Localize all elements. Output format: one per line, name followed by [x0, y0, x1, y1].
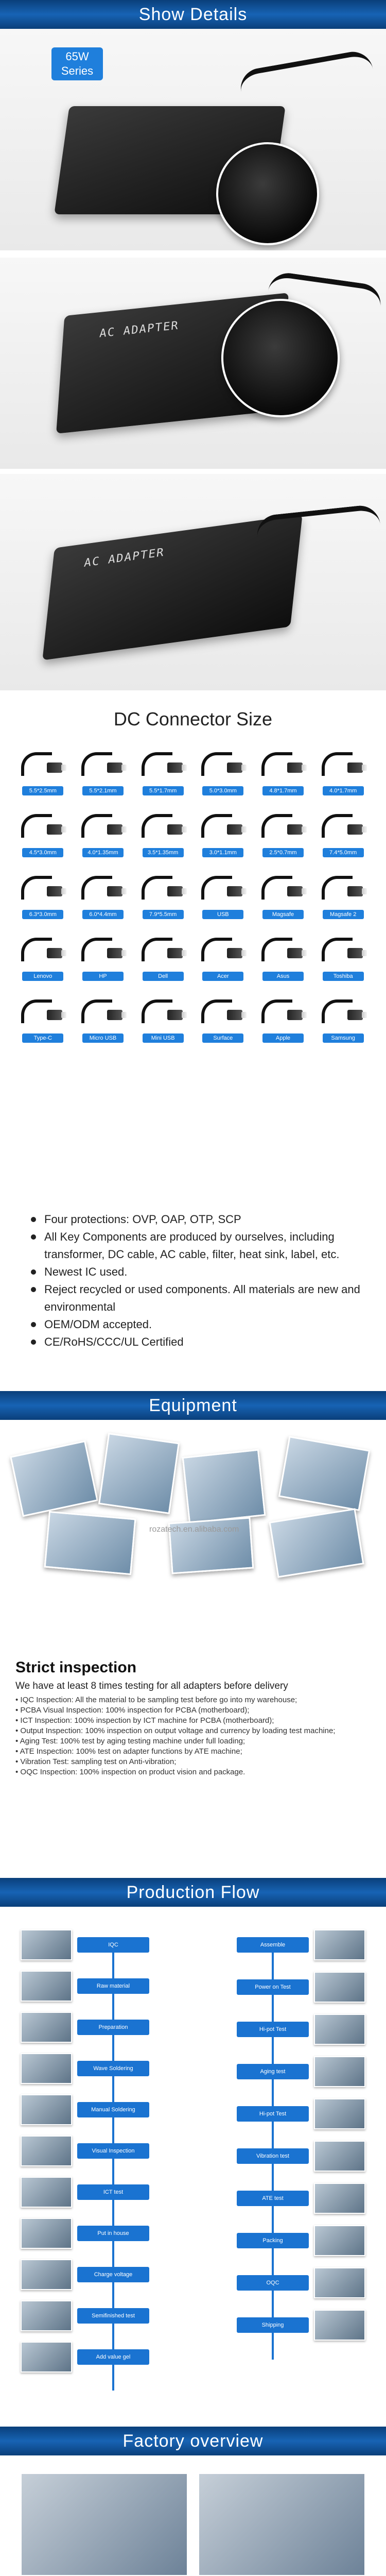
inspection-list — [15, 1695, 376, 1777]
flow-step: Put in house — [77, 2226, 149, 2241]
inspection-item: • Vibration Test: sampling test on Anti-vibration; — [15, 1757, 177, 1766]
inspection-item: • PCBA Visual Inspection: 100% inspection for PCBA (motherboard); — [15, 1706, 250, 1715]
flow-step: ICT test — [77, 2184, 149, 2200]
dc-plug-icon — [318, 809, 369, 846]
connector-item — [315, 747, 371, 795]
inspection-item: • ATE Inspection: 100% test on adapter functions by ATE machine; — [15, 1747, 242, 1756]
flow-photo — [314, 2098, 365, 2129]
connector-size-label: 7.9*5.5mm — [143, 910, 184, 919]
connector-item — [76, 747, 131, 795]
equipment-photo — [98, 1433, 180, 1514]
adapter-label: AC ADAPTER — [83, 546, 165, 570]
adapter-cable — [255, 504, 383, 563]
flow-step: ATE test — [237, 2191, 309, 2206]
feature-item: All Key Components are produced by ourselves, including transformer, DC cable, AC cable, filter, heat sink, label, etc. — [31, 1228, 360, 1263]
flow-photo — [314, 2267, 365, 2298]
factory-photo — [21, 2473, 188, 2576]
equipment-photo — [44, 1511, 136, 1575]
connector-size-label: 4.0*1.7mm — [323, 786, 364, 795]
dc-plug-icon — [17, 809, 68, 846]
section-title: Factory overview — [122, 2431, 264, 2451]
dc-plug-icon — [137, 871, 189, 908]
flow-step: Shipping — [237, 2317, 309, 2333]
equipment-collage — [15, 1437, 371, 1571]
flow-photo — [21, 2177, 72, 2208]
connector-item — [15, 871, 71, 919]
dc-plug-icon — [257, 871, 309, 908]
flow-step: Hi-pot Test — [237, 2022, 309, 2037]
feature-item: OEM/ODM accepted. — [31, 1316, 360, 1333]
connector-item — [15, 933, 71, 981]
feature-list — [31, 1211, 360, 1351]
flow-photo — [314, 2014, 365, 2045]
connector-size-label: Lenovo — [22, 972, 63, 981]
connector-size-label: Samsung — [323, 1033, 364, 1043]
flow-photo — [21, 2094, 72, 2125]
flow-photo — [21, 1929, 72, 1960]
connector-item — [135, 933, 190, 981]
inspection-item: • IQC Inspection: All the material to be sampling test before go into my warehouse; — [15, 1696, 297, 1704]
flow-step: Vibration test — [237, 2148, 309, 2164]
section-banner-show-details — [0, 0, 386, 29]
dc-plug-icon — [257, 994, 309, 1031]
connector-item — [196, 871, 251, 919]
connector-size-label: 5.5*2.5mm — [22, 786, 63, 795]
connector-item — [135, 747, 190, 795]
flow-photo — [21, 2136, 72, 2166]
dc-plug-icon — [17, 933, 68, 970]
connector-item — [315, 933, 371, 981]
factory-photo-grid — [21, 2473, 365, 2576]
flow-photo — [314, 1972, 365, 2003]
flow-step: Assemble — [237, 1937, 309, 1953]
connector-item — [76, 933, 131, 981]
section-title: Show Details — [138, 4, 248, 24]
section-title: Equipment — [149, 1395, 237, 1415]
section-banner-production-flow — [0, 1878, 386, 1907]
flow-photo — [314, 2183, 365, 2214]
flow-photo — [21, 2259, 72, 2290]
connector-zoom — [216, 142, 319, 245]
connector-item — [15, 747, 71, 795]
flow-photo — [21, 1971, 72, 2002]
connector-size-label: Surface — [202, 1033, 243, 1043]
flow-photo — [21, 2300, 72, 2331]
strict-inspection-title: Strict inspection — [15, 1659, 137, 1676]
connector-grid — [15, 747, 371, 1043]
flow-step: Charge voltage — [77, 2267, 149, 2282]
dc-plug-icon — [197, 747, 249, 784]
flow-photo — [21, 2012, 72, 2043]
connector-item — [15, 809, 71, 857]
connector-item — [76, 809, 131, 857]
connector-item — [315, 994, 371, 1043]
dc-plug-icon — [318, 994, 369, 1031]
connector-item — [256, 747, 311, 795]
feature-item: Four protections: OVP, OAP, OTP, SCP — [31, 1211, 360, 1228]
connector-item — [256, 994, 311, 1043]
flow-step: Power on Test — [237, 1979, 309, 1995]
connector-item — [196, 933, 251, 981]
flow-step: Aging test — [237, 2064, 309, 2079]
inspection-item: • OQC Inspection: 100% inspection on product vision and package. — [15, 1768, 245, 1776]
production-flow-chart — [21, 1932, 365, 2396]
inspection-item: • ICT Inspection: 100% inspection by ICT machine for PCBA (motherboard); — [15, 1716, 274, 1725]
adapter-cable — [238, 48, 380, 132]
flow-step: OQC — [237, 2275, 309, 2291]
connector-item — [76, 871, 131, 919]
flow-step: Raw material — [77, 1978, 149, 1994]
connector-item — [315, 871, 371, 919]
flow-step: Preparation — [77, 2020, 149, 2035]
product-photo-2 — [0, 258, 386, 469]
connector-size-label: 5.5*2.1mm — [82, 786, 124, 795]
flow-photo — [314, 2141, 365, 2172]
connector-size-label: 4.8*1.7mm — [262, 786, 304, 795]
flow-step: Manual Soldering — [77, 2102, 149, 2117]
connector-size-label: Dell — [143, 972, 184, 981]
connector-size-label: USB — [202, 910, 243, 919]
connector-item — [256, 809, 311, 857]
factory-photo — [198, 2473, 365, 2576]
dc-plug-icon — [77, 871, 129, 908]
dc-plug-icon — [77, 809, 129, 846]
dc-plug-icon — [137, 747, 189, 784]
dc-plug-icon — [197, 994, 249, 1031]
connector-item — [196, 994, 251, 1043]
dc-plug-icon — [77, 747, 129, 784]
strict-inspection-subtitle: We have at least 8 times testing for all adapters before delivery — [15, 1681, 288, 1691]
connector-item — [135, 994, 190, 1043]
connector-item — [15, 994, 71, 1043]
dc-plug-icon — [257, 933, 309, 970]
connector-size-label: 3.0*1.1mm — [202, 848, 243, 857]
connector-size-label: Toshiba — [323, 972, 364, 981]
flow-photo — [21, 2053, 72, 2084]
section-banner-factory-overview — [0, 2427, 386, 2455]
flow-step: Semifinished test — [77, 2308, 149, 2324]
flow-step: Packing — [237, 2233, 309, 2248]
dc-plug-icon — [257, 809, 309, 846]
connector-item — [135, 809, 190, 857]
connector-size-label: 3.5*1.35mm — [143, 848, 184, 857]
connector-size-label: 2.5*0.7mm — [262, 848, 304, 857]
connector-size-label: 5.0*3.0mm — [202, 786, 243, 795]
inspection-item: • Aging Test: 100% test by aging testing machine under full loading; — [15, 1737, 245, 1745]
inspection-item: • Output Inspection: 100% inspection on output voltage and currency by loading test machine; — [15, 1726, 336, 1735]
series-badge: 65W Series — [51, 47, 103, 80]
dc-plug-icon — [318, 747, 369, 784]
equipment-photo — [182, 1449, 266, 1524]
dc-connector-title: DC Connector Size — [113, 708, 273, 730]
connector-item — [76, 994, 131, 1043]
connector-size-label: 6.0*4.4mm — [82, 910, 124, 919]
feature-item: Reject recycled or used components. All materials are new and environmental — [31, 1281, 360, 1316]
dc-plug-icon — [137, 809, 189, 846]
flow-photo — [314, 2056, 365, 2087]
flow-photo — [314, 2310, 365, 2341]
dc-plug-icon — [17, 994, 68, 1031]
flow-step: IQC — [77, 1937, 149, 1953]
flow-photo — [21, 2218, 72, 2249]
dc-plug-icon — [257, 747, 309, 784]
dc-plug-icon — [17, 871, 68, 908]
flow-arrow — [112, 1947, 114, 2391]
dc-plug-icon — [197, 809, 249, 846]
connector-size-label: Micro USB — [82, 1033, 124, 1043]
flow-photo — [21, 2342, 72, 2372]
flow-step: Hi-pot Test — [237, 2106, 309, 2122]
adapter-label: AC ADAPTER — [99, 319, 180, 341]
dc-plug-icon — [77, 994, 129, 1031]
flow-step: Wave Soldering — [77, 2061, 149, 2076]
product-photo-3 — [0, 474, 386, 690]
connector-size-label: 7.4*5.0mm — [323, 848, 364, 857]
equipment-photo — [278, 1436, 370, 1511]
connector-size-label: Magsafe — [262, 910, 304, 919]
feature-item: Newest IC used. — [31, 1263, 360, 1281]
product-photo-1 — [0, 29, 386, 250]
connector-size-label: HP — [82, 972, 124, 981]
equipment-photo — [269, 1508, 364, 1578]
connector-size-label: 5.5*1.7mm — [143, 786, 184, 795]
flow-step: Add value gel — [77, 2349, 149, 2365]
watermark: rozatech.en.alibaba.com — [149, 1525, 239, 1534]
connector-size-label: Magsafe 2 — [323, 910, 364, 919]
dc-plug-icon — [318, 933, 369, 970]
connector-size-label: Asus — [262, 972, 304, 981]
connector-size-label: Acer — [202, 972, 243, 981]
flow-photo — [314, 1929, 365, 1960]
connector-size-label: 6.3*3.0mm — [22, 910, 63, 919]
connector-item — [256, 933, 311, 981]
dc-plug-icon — [17, 747, 68, 784]
dc-plug-icon — [77, 933, 129, 970]
section-banner-equipment — [0, 1391, 386, 1420]
dc-plug-icon — [137, 933, 189, 970]
connector-item — [135, 871, 190, 919]
flow-photo — [314, 2225, 365, 2256]
dc-plug-icon — [197, 933, 249, 970]
equipment-photo — [10, 1440, 98, 1517]
flow-step: Visual Inspection — [77, 2143, 149, 2159]
feature-item: CE/RoHS/CCC/UL Certified — [31, 1333, 360, 1351]
connector-size-label: Type-C — [22, 1033, 63, 1043]
connector-item — [256, 871, 311, 919]
dc-plug-icon — [318, 871, 369, 908]
connector-item — [196, 809, 251, 857]
connector-size-label: 4.5*3.0mm — [22, 848, 63, 857]
connector-size-label: 4.0*1.35mm — [82, 848, 124, 857]
section-title: Production Flow — [126, 1882, 260, 1902]
connector-size-label: Apple — [262, 1033, 304, 1043]
dc-plug-icon — [197, 871, 249, 908]
connector-size-label: Mini USB — [143, 1033, 184, 1043]
dc-plug-icon — [137, 994, 189, 1031]
connector-item — [196, 747, 251, 795]
connector-item — [315, 809, 371, 857]
